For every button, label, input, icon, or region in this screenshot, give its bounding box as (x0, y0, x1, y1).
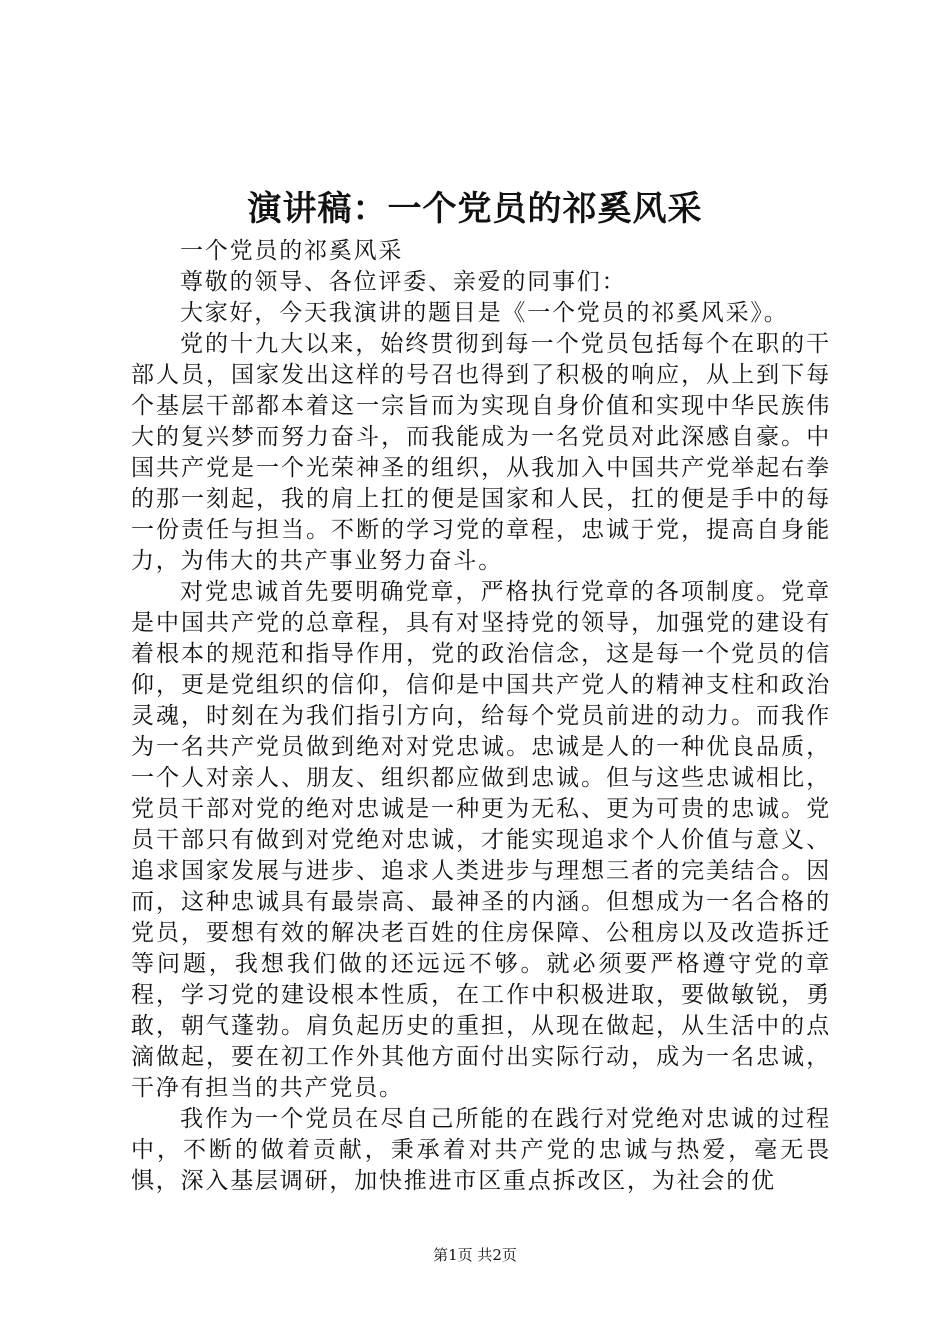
document-title: 演讲稿：一个党员的祁奚风采 (247, 189, 703, 229)
document-body (131, 236, 831, 1197)
paragraph-body: 对党忠诚首先要明确党章，严格执行党章的各项制度。党章是中国共产党的总章程，具有对坚持党的领导，加强党的建设有着根本的规范和指导作用，党的政治信念，这是每一个党员的信仰，更是党组织的信仰，信仰是中国共产党人的精神支柱和政治灵魂，时刻在为我们指引方向，给每个党员前进的动力。而我作为一名共产党员做到绝对对党忠诚。忠诚是人的一种优良品质，一个人对亲人、朋友、组织都应做到忠诚。但与这些忠诚相比，党员干部对党的绝对忠诚是一种更为无私、更为可贵的忠诚。党员干部只有做到对党绝对忠诚，才能实现追求个人价值与意义、追求国家发展与进步、追求人类进步与理想三者的完美结合。因而，这种忠诚具有最崇高、最神圣的内涵。但想成为一名合格的党员，要想有效的解决老百姓的住房保障、公租房以及改造拆迁等问题，我想我们做的还远远不够。就必须要严格遵守党的章程，学习党的建设根本性质，在工作中积极进取，要做敏锐，勇敢，朝气蓬勃。肩负起历史的重担，从现在做起，从生活中的点滴做起，要在初工作外其他方面付出实际行动，成为一名忠诚，干净有担当的共产党员。 (131, 579, 831, 1101)
paragraph-body: 党的十九大以来，始终贯彻到每一个党员包括每个在职的干部人员，国家发出这样的号召也得到了积极的响应，从上到下每个基层干部都本着这一宗旨而为实现自身价值和实现中华民族伟大的复兴梦而努力奋斗，而我能成为一名党员对此深感自豪。中国共产党是一个光荣神圣的组织，从我加入中国共产党举起右拳的那一刻起，我的肩上扛的便是国家和人民，扛的便是手中的每一份责任与担当。不断的学习党的章程，忠诚于党，提高自身能力，为伟大的共产事业努力奋斗。 (131, 331, 831, 574)
paragraph-salutation: 尊敬的领导、各位评委、亲爱的同事们： (180, 269, 627, 295)
paragraph-heading: 一个党员的祁奚风采 (180, 238, 404, 264)
paragraph-body: 我作为一个党员在尽自己所能的在践行对党绝对忠诚的过程中，不断的做着贡献，秉承着对共产党的忠诚与热爱，毫无畏惧，深入基层调研，加快推进市区重点拆改区，为社会的优 (131, 1106, 831, 1194)
paragraph-greeting: 大家好，今天我演讲的题目是《一个党员的祁奚风采》。 (180, 300, 789, 326)
page-footer: 第1页 共2页 (433, 1246, 517, 1264)
